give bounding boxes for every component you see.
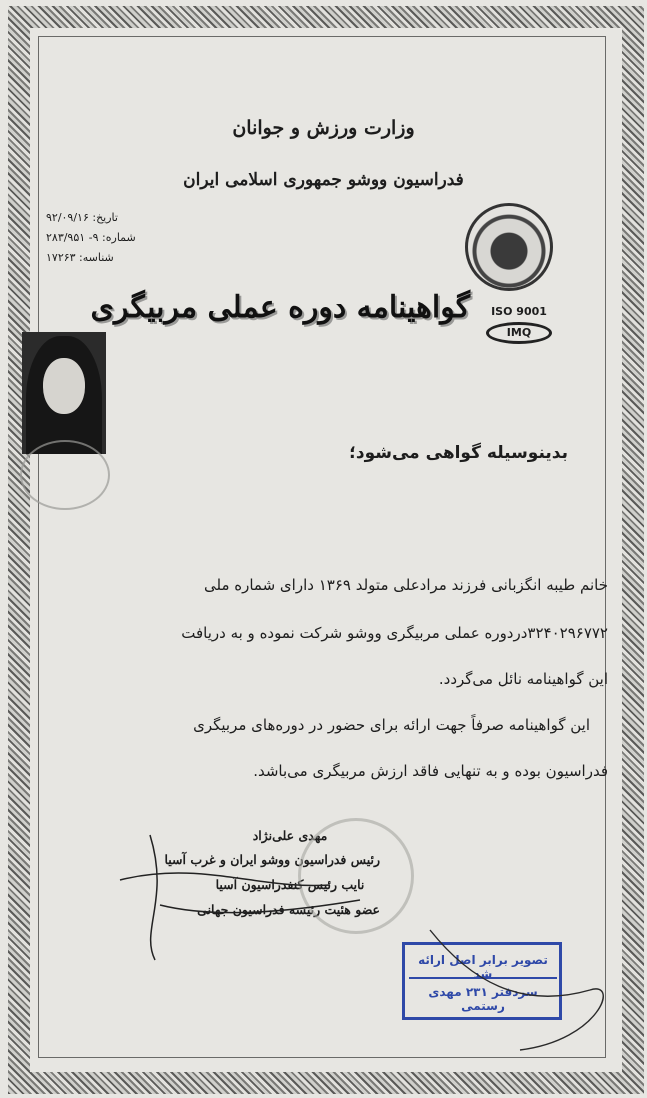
ministry-heading: وزارت ورزش و جوانان: [232, 117, 415, 139]
certificate-title: گواهینامه دوره عملی مربیگری: [90, 290, 470, 325]
notary-stamp-line-2: سردفتر ۲۳۱ مهدی رستمی: [428, 985, 538, 1013]
notary-stamp-line-1: تصویر برابر اصل ارائه شد: [418, 953, 548, 981]
body-line-1: خانم طیبه انگزبانی فرزند مرادعلی متولد ۱۳۶۹ دارای شماره ملی: [203, 576, 608, 594]
body-line-3: این گواهینامه نائل می‌گردد.: [438, 670, 608, 688]
body-line-2: ۳۲۴۰۲۹۶۷۷۲دردوره عملی مربیگری ووشو شرکت نموده و به دریافت: [181, 624, 608, 642]
signatory-role-2: نایب رئیس کنفدراسیون آسیا: [215, 877, 365, 892]
signatory-role-1: رئیس فدراسیون ووشو ایران و غرب آسیا: [164, 852, 380, 867]
iso-label: ISO 9001: [491, 305, 547, 318]
meta-date: تاریخ: ۹۲/۰۹/۱۶: [46, 211, 118, 224]
body-line-5: فدراسیون بوده و به تنهایی فاقد ارزش مربیگری می‌باشد.: [253, 762, 608, 780]
meta-id: شناسه: ۱۷۲۶۳: [46, 251, 114, 264]
signatory-name: مهدی علی‌نژاد: [252, 828, 328, 843]
signatory-role-3: عضو هئیت رئیسه فدراسیون جهانی: [197, 902, 380, 917]
meta-number: شماره: ۹- ۲۸۳/۹۵۱: [46, 231, 136, 244]
federation-heading: فدراسیون ووشو جمهوری اسلامی ایران: [183, 170, 464, 190]
imq-logo: IMQ: [486, 322, 552, 344]
body-line-4: این گواهینامه صرفاً جهت ارائه برای حضور در دوره‌های مربیگری: [193, 716, 590, 734]
hereby-line: بدینوسیله گواهی می‌شود؛: [349, 443, 568, 463]
